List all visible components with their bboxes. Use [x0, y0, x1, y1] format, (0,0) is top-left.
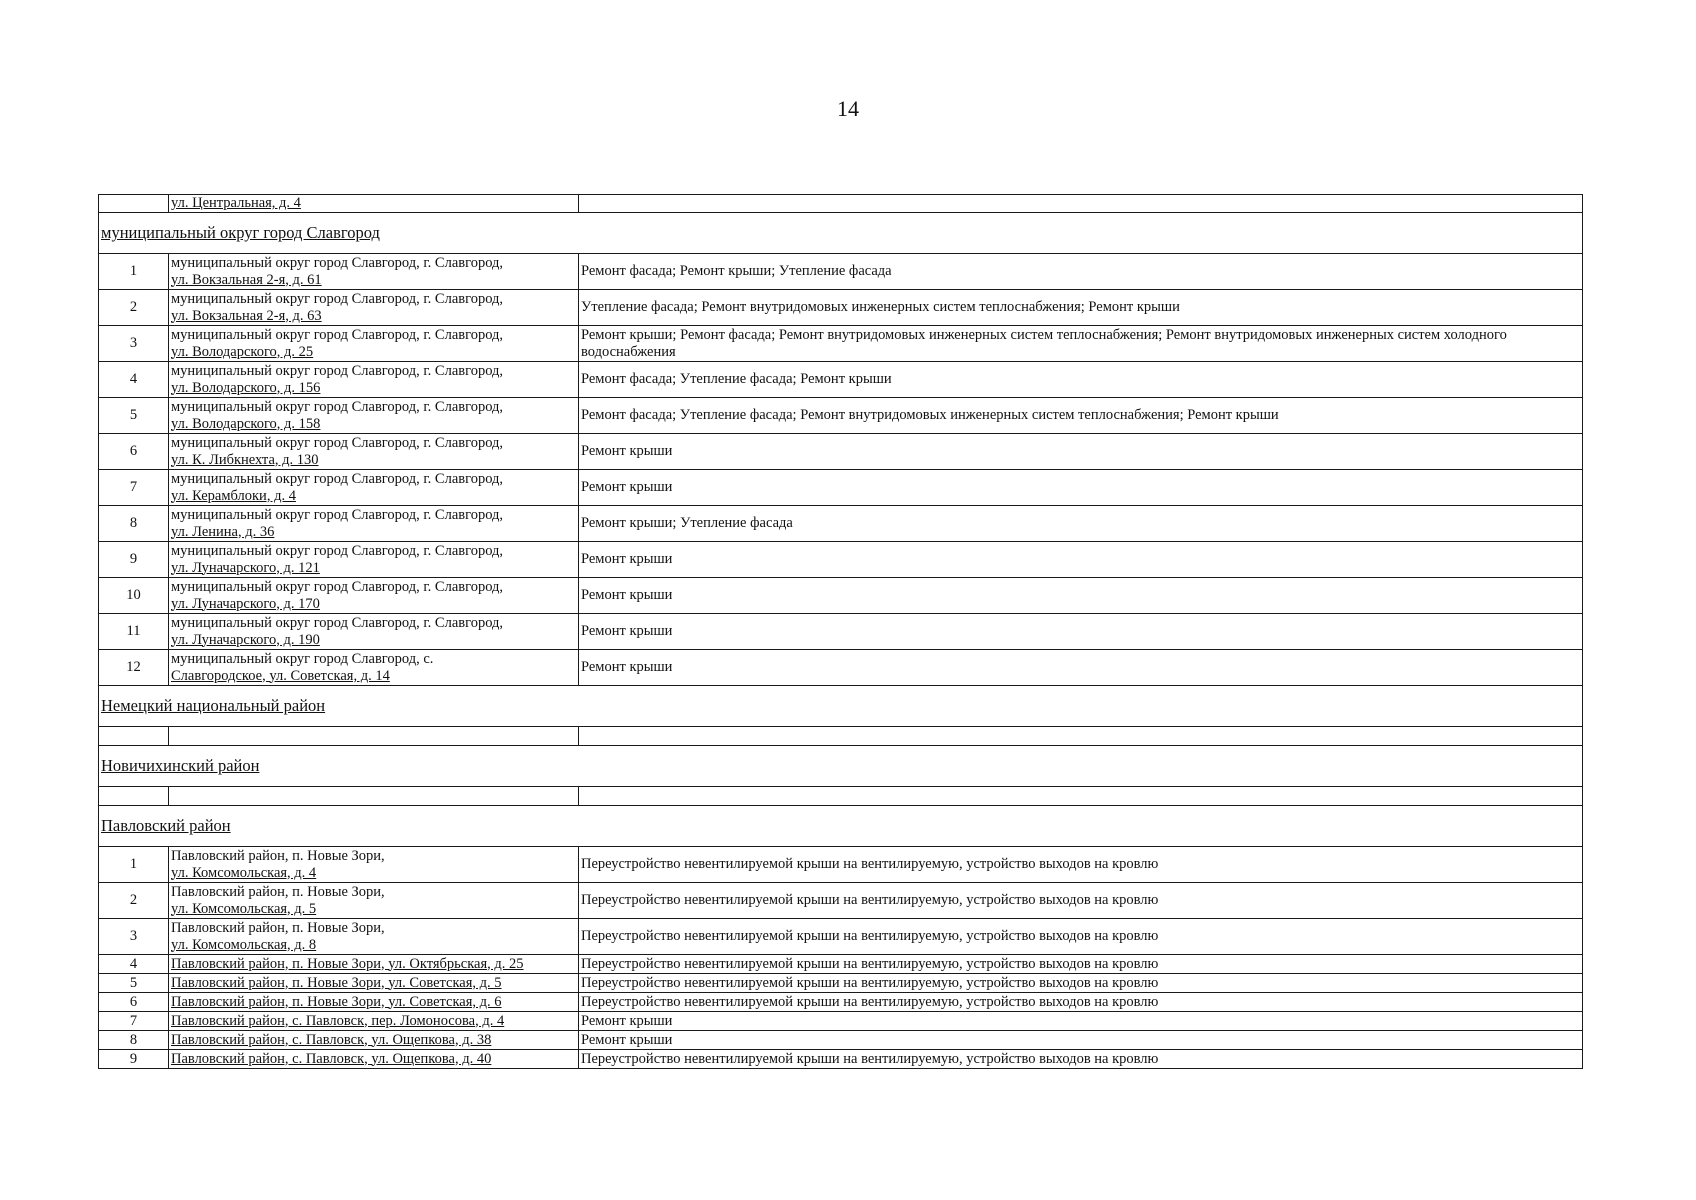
- row-address: [169, 787, 579, 806]
- row-address-line: Павловский район, с. Павловск, ул. Ощепкова, д. 38: [171, 1031, 492, 1048]
- row-address-line: Павловский район, с. Павловск, пер. Ломоносова, д. 4: [171, 1012, 505, 1029]
- row-work: Ремонт фасада; Утепление фасада; Ремонт крыши: [579, 362, 1583, 398]
- row-work: Ремонт крыши: [579, 1031, 1583, 1050]
- table-row: [99, 883, 1583, 919]
- section-title-cell: [99, 213, 1583, 254]
- table-row: [99, 847, 1583, 883]
- row-number: 4: [99, 955, 169, 974]
- row-number: 4: [99, 362, 169, 398]
- empty-row: [99, 787, 1583, 806]
- empty-row: [99, 727, 1583, 746]
- row-work: Переустройство невентилируемой крыши на вентилируемую, устройство выходов на кровлю: [579, 955, 1583, 974]
- table-row: [99, 650, 1583, 686]
- row-address-line: ул. Комсомольская, д. 5: [171, 900, 317, 917]
- row-address-line: Павловский район, п. Новые Зори, ул. Советская, д. 5: [171, 974, 502, 991]
- row-work: Ремонт крыши: [579, 434, 1583, 470]
- row-work: Утепление фасада; Ремонт внутридомовых инженерных систем теплоснабжения; Ремонт крыши: [579, 290, 1583, 326]
- row-work: Переустройство невентилируемой крыши на вентилируемую, устройство выходов на кровлю: [579, 1050, 1583, 1069]
- row-number: 1: [99, 847, 169, 883]
- row-address-line: ул. Комсомольская, д. 8: [171, 936, 317, 953]
- row-address-line: муниципальный округ город Славгород, г. Славгород,: [171, 542, 504, 559]
- row-number: 3: [99, 919, 169, 955]
- row-address-line: ул. Луначарского, д. 121: [171, 559, 320, 576]
- row-work: Переустройство невентилируемой крыши на вентилируемую, устройство выходов на кровлю: [579, 847, 1583, 883]
- table-row: [99, 398, 1583, 434]
- document-table: [98, 194, 1583, 1069]
- row-address: [169, 326, 579, 362]
- row-address: [169, 542, 579, 578]
- row-address: [169, 506, 579, 542]
- row-address-line: муниципальный округ город Славгород, г. Славгород,: [171, 614, 504, 631]
- row-number: 6: [99, 993, 169, 1012]
- row-number: 7: [99, 470, 169, 506]
- row-work: [579, 787, 1583, 806]
- row-work: Переустройство невентилируемой крыши на вентилируемую, устройство выходов на кровлю: [579, 974, 1583, 993]
- row-address: [169, 470, 579, 506]
- page-number: 14: [837, 96, 859, 121]
- section-title: Новичихинский район: [101, 756, 260, 775]
- row-address: [169, 919, 579, 955]
- row-address: [169, 1050, 579, 1069]
- table-row: [99, 506, 1583, 542]
- row-address: [169, 1031, 579, 1050]
- row-address-line: муниципальный округ город Славгород, г. Славгород,: [171, 290, 504, 307]
- table-row: [99, 434, 1583, 470]
- row-address-line: ул. Вокзальная 2-я, д. 61: [171, 271, 322, 288]
- row-address: [169, 578, 579, 614]
- table-row: [99, 195, 1583, 213]
- row-address-line: муниципальный округ город Славгород, с.: [171, 650, 434, 667]
- row-address: [169, 614, 579, 650]
- row-work: [579, 727, 1583, 746]
- section-header: [99, 686, 1583, 727]
- row-address-line: муниципальный округ город Славгород, г. Славгород,: [171, 398, 504, 415]
- row-number: 9: [99, 542, 169, 578]
- row-address-line: Павловский район, п. Новые Зори, ул. Октябрьская, д. 25: [171, 955, 524, 972]
- table-row: [99, 919, 1583, 955]
- row-work: Ремонт крыши; Ремонт фасада; Ремонт внутридомовых инженерных систем теплоснабжения; Ремонт внутридомовых инженерных систем холодного водоснабжения: [579, 326, 1583, 362]
- row-address-line: муниципальный округ город Славгород, г. Славгород,: [171, 506, 504, 523]
- row-number: 8: [99, 1031, 169, 1050]
- table-row: [99, 542, 1583, 578]
- row-address: [169, 974, 579, 993]
- row-address-line: ул. Вокзальная 2-я, д. 63: [171, 307, 322, 324]
- row-work: [579, 195, 1583, 213]
- section-title: Немецкий национальный район: [101, 696, 326, 715]
- row-address-line: муниципальный округ город Славгород, г. Славгород,: [171, 362, 504, 379]
- row-number: [99, 195, 169, 213]
- row-work: Ремонт крыши; Утепление фасада: [579, 506, 1583, 542]
- row-address-line: муниципальный округ город Славгород, г. Славгород,: [171, 254, 504, 271]
- section-header: [99, 746, 1583, 787]
- row-address-line: муниципальный округ город Славгород, г. Славгород,: [171, 578, 504, 595]
- row-number: 9: [99, 1050, 169, 1069]
- section-header: [99, 213, 1583, 254]
- row-address-line: ул. Луначарского, д. 190: [171, 631, 320, 648]
- table-row: [99, 993, 1583, 1012]
- section-title-cell: [99, 686, 1583, 727]
- row-work: Ремонт фасада; Ремонт крыши; Утепление фасада: [579, 254, 1583, 290]
- row-work: Ремонт крыши: [579, 650, 1583, 686]
- table-row: [99, 955, 1583, 974]
- section-title-cell: [99, 806, 1583, 847]
- section-title: муниципальный округ город Славгород: [101, 223, 380, 242]
- row-address: [169, 955, 579, 974]
- row-address: [169, 1012, 579, 1031]
- row-address: [169, 195, 579, 213]
- row-work: Переустройство невентилируемой крыши на вентилируемую, устройство выходов на кровлю: [579, 919, 1583, 955]
- row-number: 8: [99, 506, 169, 542]
- table-row: [99, 614, 1583, 650]
- row-work: Переустройство невентилируемой крыши на вентилируемую, устройство выходов на кровлю: [579, 993, 1583, 1012]
- table-row: [99, 470, 1583, 506]
- table-row: [99, 1012, 1583, 1031]
- row-number: 1: [99, 254, 169, 290]
- section-title-cell: [99, 746, 1583, 787]
- row-address: [169, 254, 579, 290]
- row-address: [169, 883, 579, 919]
- row-number: 3: [99, 326, 169, 362]
- row-address-line: ул. Ленина, д. 36: [171, 523, 275, 540]
- row-number: [99, 727, 169, 746]
- row-address-line: ул. Комсомольская, д. 4: [171, 864, 317, 881]
- row-address: [169, 290, 579, 326]
- table-row: [99, 578, 1583, 614]
- row-work: Переустройство невентилируемой крыши на вентилируемую, устройство выходов на кровлю: [579, 883, 1583, 919]
- row-address: [169, 362, 579, 398]
- row-number: 12: [99, 650, 169, 686]
- row-address: [169, 650, 579, 686]
- row-number: 5: [99, 974, 169, 993]
- row-number: 11: [99, 614, 169, 650]
- row-address-line: муниципальный округ город Славгород, г. Славгород,: [171, 470, 504, 487]
- row-number: 7: [99, 1012, 169, 1031]
- row-address-line: ул. Центральная, д. 4: [171, 195, 301, 211]
- row-address-line: Павловский район, п. Новые Зори, ул. Советская, д. 6: [171, 993, 502, 1010]
- row-address: [169, 727, 579, 746]
- table-row: [99, 254, 1583, 290]
- row-address-line: Павловский район, с. Павловск, ул. Ощепкова, д. 40: [171, 1050, 492, 1067]
- row-address-line: муниципальный округ город Славгород, г. Славгород,: [171, 434, 504, 451]
- section-title: Павловский район: [101, 816, 231, 835]
- row-address-line: ул. К. Либкнехта, д. 130: [171, 451, 319, 468]
- row-address-line: ул. Керамблоки, д. 4: [171, 487, 296, 504]
- row-address-line: Славгородское, ул. Советская, д. 14: [171, 667, 390, 684]
- row-address: [169, 398, 579, 434]
- row-work: Ремонт крыши: [579, 614, 1583, 650]
- row-address: [169, 434, 579, 470]
- row-address: [169, 847, 579, 883]
- row-work: Ремонт крыши: [579, 542, 1583, 578]
- row-number: 10: [99, 578, 169, 614]
- row-work: Ремонт крыши: [579, 1012, 1583, 1031]
- table-row: [99, 1031, 1583, 1050]
- row-work: Ремонт крыши: [579, 470, 1583, 506]
- row-number: 5: [99, 398, 169, 434]
- row-address: [169, 993, 579, 1012]
- table-row: [99, 326, 1583, 362]
- row-work: Ремонт фасада; Утепление фасада; Ремонт внутридомовых инженерных систем теплоснабжения; Ремонт крыши: [579, 398, 1583, 434]
- table-row: [99, 974, 1583, 993]
- row-number: 6: [99, 434, 169, 470]
- row-work: Ремонт крыши: [579, 578, 1583, 614]
- row-number: [99, 787, 169, 806]
- row-address-line: муниципальный округ город Славгород, г. Славгород,: [171, 326, 504, 343]
- row-address-line: Павловский район, п. Новые Зори,: [171, 883, 385, 900]
- table-row: [99, 362, 1583, 398]
- row-address-line: Павловский район, п. Новые Зори,: [171, 847, 385, 864]
- row-number: 2: [99, 883, 169, 919]
- table-body: [99, 195, 1583, 1069]
- row-address-line: ул. Луначарского, д. 170: [171, 595, 320, 612]
- table-row: [99, 290, 1583, 326]
- section-header: [99, 806, 1583, 847]
- row-address-line: ул. Володарского, д. 156: [171, 379, 321, 396]
- row-address-line: Павловский район, п. Новые Зори,: [171, 919, 385, 936]
- row-number: 2: [99, 290, 169, 326]
- row-address-line: ул. Володарского, д. 158: [171, 415, 321, 432]
- row-address-line: ул. Володарского, д. 25: [171, 343, 314, 360]
- table-row: [99, 1050, 1583, 1069]
